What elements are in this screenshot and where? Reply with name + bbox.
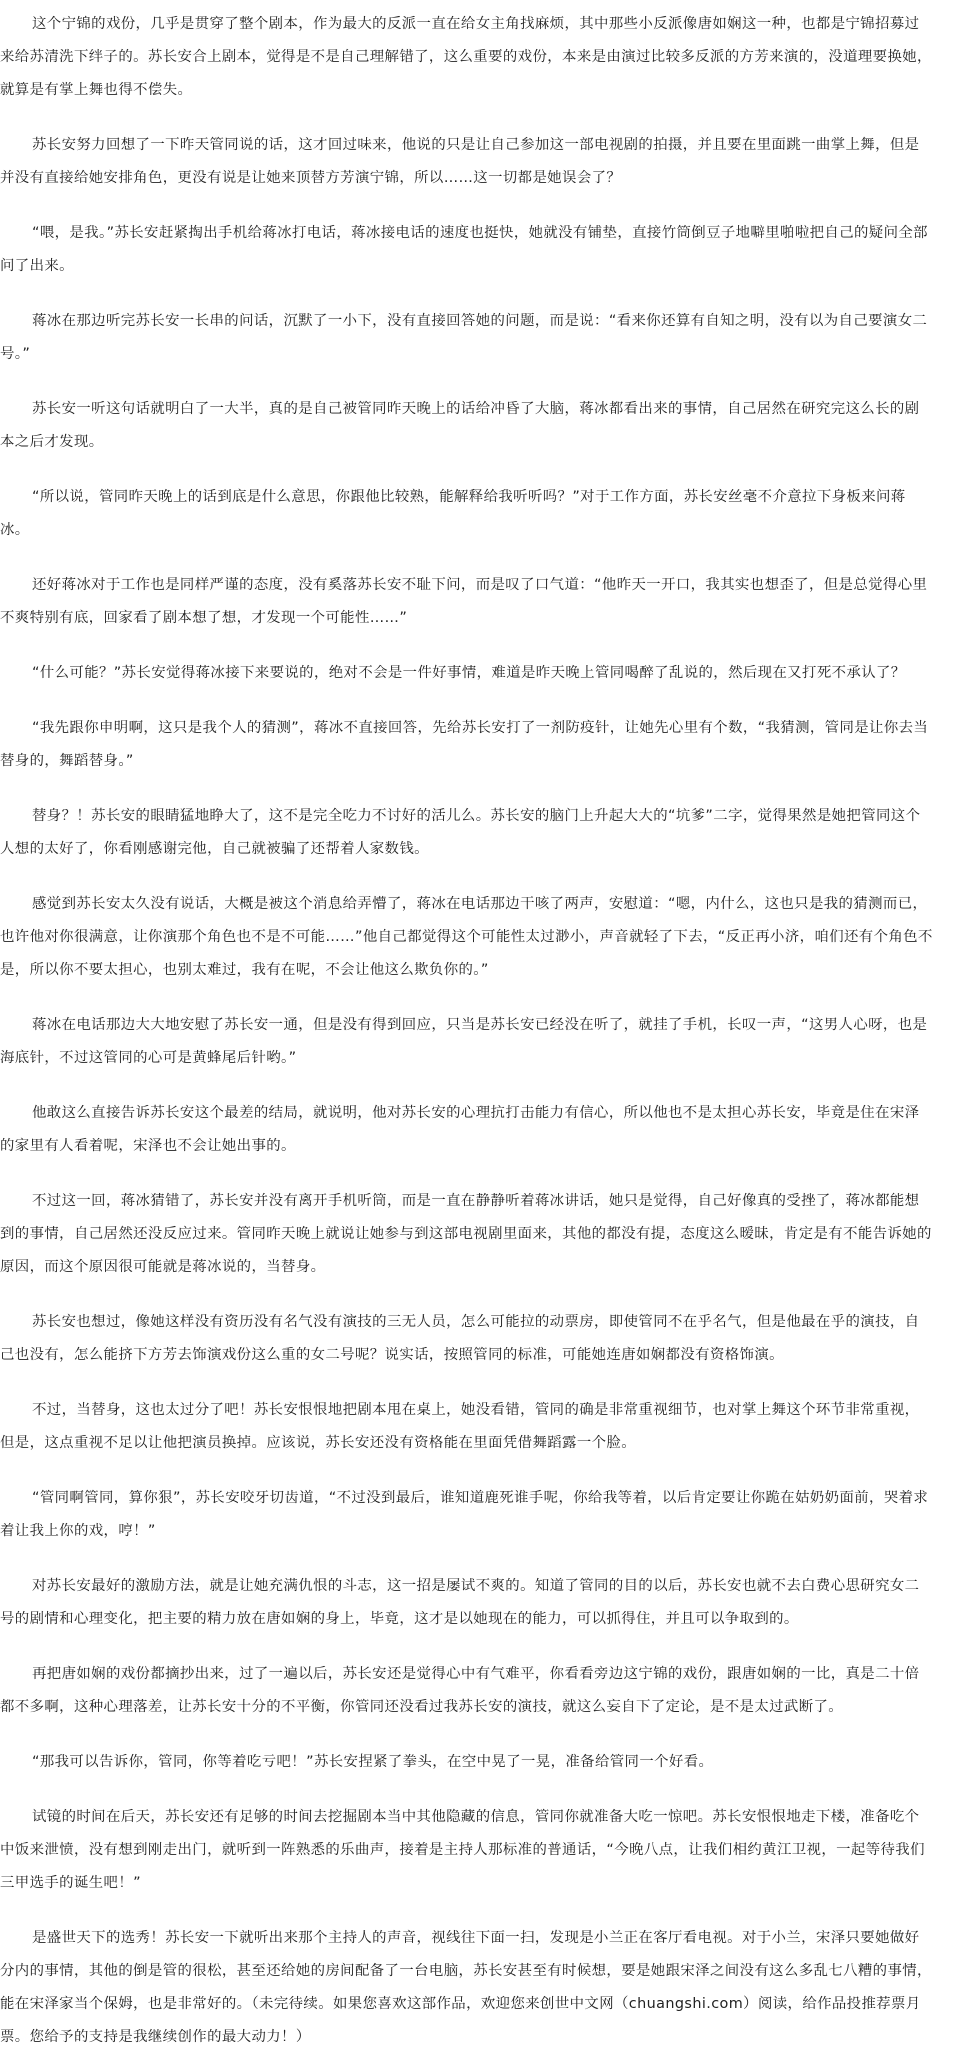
paragraph: 苏长安努力回想了一下昨天管同说的话，这才回过味来，他说的只是让自己参加这一部电视剧的拍摄，并且要在里面跳一曲掌上舞，但是并没有直接给她安排角色，更没有说是让她来顶替方芳演宁锦，所以……这一切都是她误会了？ <box>0 137 920 186</box>
paragraph: 再把唐如娴的戏份都摘抄出来，过了一遍以后，苏长安还是觉得心中有气难平，你看看旁边这宁锦的戏份，跟唐如娴的一比，真是二十倍都不多啊，这种心理落差，让苏长安十分的不平衡，你管同还没看过我苏长安的演技，就这么妄自下了定论，是不是太过武断了。 <box>0 1666 920 1715</box>
paragraph: 苏长安也想过，像她这样没有资历没有名气没有演技的三无人员，怎么可能拉的动票房，即使管同不在乎名气，但是他最在乎的演技，自己也没有，怎么能挤下方芳去饰演戏份这么重的女二号呢？说实话，按照管同的标准，可能她连唐如娴都没有资格饰演。 <box>0 1314 920 1363</box>
paragraph: 替身？！苏长安的眼睛猛地睁大了，这不是完全吃力不讨好的活儿么。苏长安的脑门上升起大大的“坑爹”二字，觉得果然是她把管同这个人想的太好了，你看刚感谢完他，自己就被骗了还帮着人家数钱。 <box>0 808 921 857</box>
paragraph: 这个宁锦的戏份，几乎是贯穿了整个剧本，作为最大的反派一直在给女主角找麻烦，其中那些小反派像唐如娴这一种，也都是宁锦招募过来给苏清洗下绊子的。苏长安合上剧本，觉得是不是自己理解错了，这么重要的戏份，本来是由演过比较多反派的方芳来演的，没道理要换她，就算是有掌上舞也得不偿失。 <box>0 16 932 98</box>
paragraph: 苏长安一听这句话就明白了一大半，真的是自己被管同昨天晚上的话给冲昏了大脑，蒋冰都看出来的事情，自己居然在研究完这么长的剧本之后才发现。 <box>0 401 920 450</box>
paragraph: 对苏长安最好的激励方法，就是让她充满仇恨的斗志，这一招是屡试不爽的。知道了管同的目的以后，苏长安也就不去白费心思研究女二号的剧情和心理变化，把主要的精力放在唐如娴的身上，毕竟，这才是以她现在的能力，可以抓得住，并且可以争取到的。 <box>0 1578 920 1627</box>
paragraph: “什么可能？”苏长安觉得蒋冰接下来要说的，绝对不会是一件好事情，难道是昨天晚上管同喝醉了乱说的，然后现在又打死不承认了？ <box>32 665 906 681</box>
paragraph: 蒋冰在那边听完苏长安一长串的问话，沉默了一小下，没有直接回答她的问题，而是说：“看来你还算有自知之明，没有以为自己要演女二号。” <box>0 313 928 362</box>
paragraph: “喂，是我。”苏长安赶紧掏出手机给蒋冰打电话，蒋冰接电话的速度也挺快，她就没有铺垫，直接竹筒倒豆子地噼里啪啦把自己的疑问全部问了出来。 <box>0 225 928 274</box>
paragraph: “我先跟你申明啊，这只是我个人的猜测”，蒋冰不直接回答，先给苏长安打了一剂防疫针，让她先心里有个数，“我猜测，管同是让你去当替身的，舞蹈替身。” <box>0 720 929 769</box>
paragraph: “那我可以告诉你，管同，你等着吃亏吧！”苏长安捏紧了拳头，在空中晃了一晃，准备给管同一个好看。 <box>32 1754 714 1770</box>
paragraph: 蒋冰在电话那边大大地安慰了苏长安一通，但是没有得到回应，只当是苏长安已经没在听了，就挂了手机，长叹一声，“这男人心呀，也是海底针，不过这管同的心可是黄蜂尾后针哟。” <box>0 1017 928 1066</box>
paragraph: “管同啊管同，算你狠”，苏长安咬牙切齿道，“不过没到最后，谁知道鹿死谁手呢，你给我等着，以后肯定要让你跪在姑奶奶面前，哭着求着让我上你的戏，哼！” <box>0 1490 929 1539</box>
paragraph: 感觉到苏长安太久没有说话，大概是被这个消息给弄懵了，蒋冰在电话那边干咳了两声，安慰道：“嗯，内什么，这也只是我的猜测而已，也许他对你很满意，让你演那个角色也不是不可能……”他自己都觉得这个可能性太过渺小，声音就轻了下去，“反正再小济，咱们还有个角色不是，所以你不要太担心，也别太难过，我有在呢，不会让他这么欺负你的。” <box>0 896 933 978</box>
paragraph: 是盛世天下的选秀！苏长安一下就听出来那个主持人的声音，视线往下面一扫，发现是小兰正在客厅看电视。对于小兰，宋泽只要她做好分内的事情，其他的倒是管的很松，甚至还给她的房间配备了一台电脑，苏长安甚至有时候想，要是她跟宋泽之间没有这么多乱七八糟的事情，能在宋泽家当个保姆，也是非常好的。（未完待续。如果您喜欢这部作品，欢迎您来创世中文网（chuangshi.com）阅读，给作品投推荐票月票。您给予的支持是我继续创作的最大动力！） <box>0 1930 932 2045</box>
paragraph: “所以说，管同昨天晚上的话到底是什么意思，你跟他比较熟，能解释给我听听吗？”对于工作方面，苏长安丝毫不介意拉下身板来问蒋冰。 <box>0 489 906 538</box>
paragraph: 还好蒋冰对于工作也是同样严谨的态度，没有奚落苏长安不耻下问，而是叹了口气道：“他昨天一开口，我其实也想歪了，但是总觉得心里不爽特别有底，回家看了剧本想了想，才发现一个可能性……” <box>0 577 928 626</box>
paragraph: 不过这一回，蒋冰猜错了，苏长安并没有离开手机听筒，而是一直在静静听着蒋冰讲话，她只是觉得，自己好像真的受挫了，蒋冰都能想到的事情，自己居然还没反应过来。管同昨天晚上就说让她参与到这部电视剧里面来，其他的都没有提，态度这么暧昧，肯定是有不能告诉她的原因，而这个原因很可能就是蒋冰说的，当替身。 <box>0 1193 932 1275</box>
paragraph: 不过，当替身，这也太过分了吧！苏长安恨恨地把剧本甩在桌上，她没看错，管同的确是非常重视细节，也对掌上舞这个环节非常重视，但是，这点重视不足以让他把演员换掉。应该说，苏长安还没有资格能在里面凭借舞蹈露一个脸。 <box>0 1402 920 1451</box>
paragraph: 他敢这么直接告诉苏长安这个最差的结局，就说明，他对苏长安的心理抗打击能力有信心，所以他也不是太担心苏长安，毕竟是住在宋泽的家里有人看着呢，宋泽也不会让她出事的。 <box>0 1105 920 1154</box>
paragraph: 试镜的时间在后天，苏长安还有足够的时间去挖掘剧本当中其他隐藏的信息，管同你就准备大吃一惊吧。苏长安恨恨地走下楼，准备吃个中饭来泄愤，没有想到刚走出门，就听到一阵熟悉的乐曲声，接着是主持人那标准的普通话，“今晚八点，让我们相约黄江卫视，一起等待我们三甲选手的诞生吧！” <box>0 1809 925 1891</box>
